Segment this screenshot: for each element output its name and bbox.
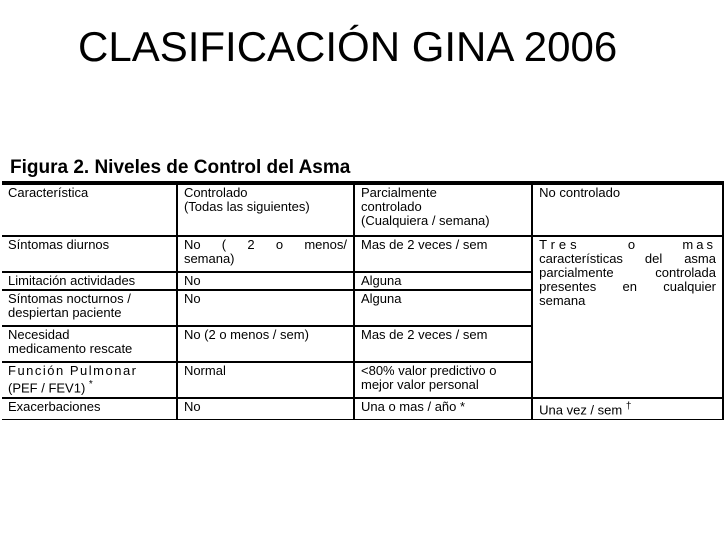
rescate-controlado-text: No (2 o menos / sem) [183, 327, 309, 342]
funcion-footnote-mark: * [88, 379, 93, 390]
row-funcion-label [2, 362, 177, 398]
row-nocturnos-parcial [354, 290, 532, 326]
header-controlado [177, 184, 354, 236]
header-caracteristica [2, 184, 177, 236]
exacerbaciones-text: Exacerbaciones [8, 399, 101, 414]
no-controlado-text: características del asma parcialmente controlada presentes en cualquier semana [539, 251, 716, 308]
asthma-control-table [2, 183, 724, 420]
funcion-line1: Función Pulmonar [8, 363, 138, 378]
exacerbaciones-controlado-text: No [183, 399, 201, 414]
word: ( [221, 237, 227, 252]
word: 2 [247, 237, 255, 252]
header-caracteristica-label: Característica [8, 185, 89, 200]
row-nocturnos-controlado [177, 290, 354, 326]
row-exacerbaciones-controlado [177, 398, 354, 420]
row-rescate-parcial [354, 326, 532, 362]
word: Tres [539, 237, 581, 252]
row-funcion-parcial [354, 362, 532, 398]
row-rescate-label [2, 326, 177, 362]
table-row [2, 398, 723, 420]
nocturnos-line1: Síntomas nocturnos / [8, 291, 131, 306]
word: mas [682, 237, 716, 252]
funcion-line2 [8, 378, 170, 395]
funcion-parcial-line2: mejor valor personal [361, 377, 479, 392]
rescate-parcial-text: Mas de 2 veces / sem [361, 327, 488, 342]
word: o [627, 237, 636, 252]
header-parcial-line2: controlado [361, 199, 422, 214]
rescate-line1: Necesidad [8, 327, 70, 342]
row-sintomas-diurnos-parcial [354, 236, 532, 272]
row-exacerbaciones-parcial [354, 398, 532, 420]
row-limitacion-parcial [354, 272, 532, 290]
funcion-parcial-line1: <80% valor predictivo o [361, 363, 497, 378]
row-sintomas-diurnos-controlado [177, 236, 354, 272]
row-nocturnos-label [2, 290, 177, 326]
row-sintomas-diurnos-label [2, 236, 177, 272]
row-funcion-controlado [177, 362, 354, 398]
table-header-row [2, 184, 723, 236]
word: menos/ [304, 237, 347, 252]
nocturnos-line2: despiertan paciente [8, 305, 122, 320]
exacerbaciones-no-controlado-text: Una vez / sem [539, 402, 623, 418]
rescate-line2: medicamento rescate [8, 341, 133, 356]
word: o [275, 237, 284, 252]
header-controlado-line1: Controlado [183, 185, 248, 200]
exacerbaciones-footnote-mark: † [625, 401, 632, 412]
limitacion-parcial-text: Alguna [361, 273, 402, 288]
nocturnos-controlado-text: No [183, 291, 201, 306]
sintomas-diurnos-controlado-line2: semana) [183, 251, 235, 266]
row-rescate-controlado [177, 326, 354, 362]
funcion-controlado-text: Normal [183, 363, 226, 378]
header-no-controlado [532, 184, 723, 236]
row-exacerbaciones-no-controlado [532, 398, 723, 420]
asthma-control-figure [2, 153, 724, 420]
nocturnos-parcial-text: Alguna [361, 291, 402, 306]
no-controlado-merged-cell [532, 236, 723, 398]
sintomas-diurnos-parcial-text: Mas de 2 veces / sem [361, 237, 488, 252]
word: No [183, 237, 201, 252]
figure-title: Figura 2. Niveles de Control del Asma [10, 157, 351, 178]
row-limitacion-label [2, 272, 177, 290]
limitacion-controlado-text: No [183, 273, 201, 288]
limitacion-text: Limitación actividades [8, 273, 136, 288]
table-row [2, 236, 723, 272]
exacerbaciones-parcial-text: Una o mas / año * [361, 399, 466, 414]
row-limitacion-controlado [177, 272, 354, 290]
header-parcial-line3: (Cualquiera / semana) [361, 213, 490, 228]
sintomas-diurnos-text: Síntomas diurnos [8, 237, 110, 252]
row-exacerbaciones-label [2, 398, 177, 420]
slide-title: CLASIFICACIÓN GINA 2006 [78, 23, 618, 70]
header-parcial-line1: Parcialmente [361, 185, 437, 200]
funcion-line2-text: (PEF / FEV1) [8, 380, 86, 396]
header-controlado-line2: (Todas las siguientes) [183, 199, 310, 214]
header-parcial [354, 184, 532, 236]
header-no-controlado-label: No controlado [539, 185, 621, 200]
sintomas-diurnos-controlado-line1 [184, 238, 347, 252]
no-controlado-line1 [539, 238, 716, 252]
